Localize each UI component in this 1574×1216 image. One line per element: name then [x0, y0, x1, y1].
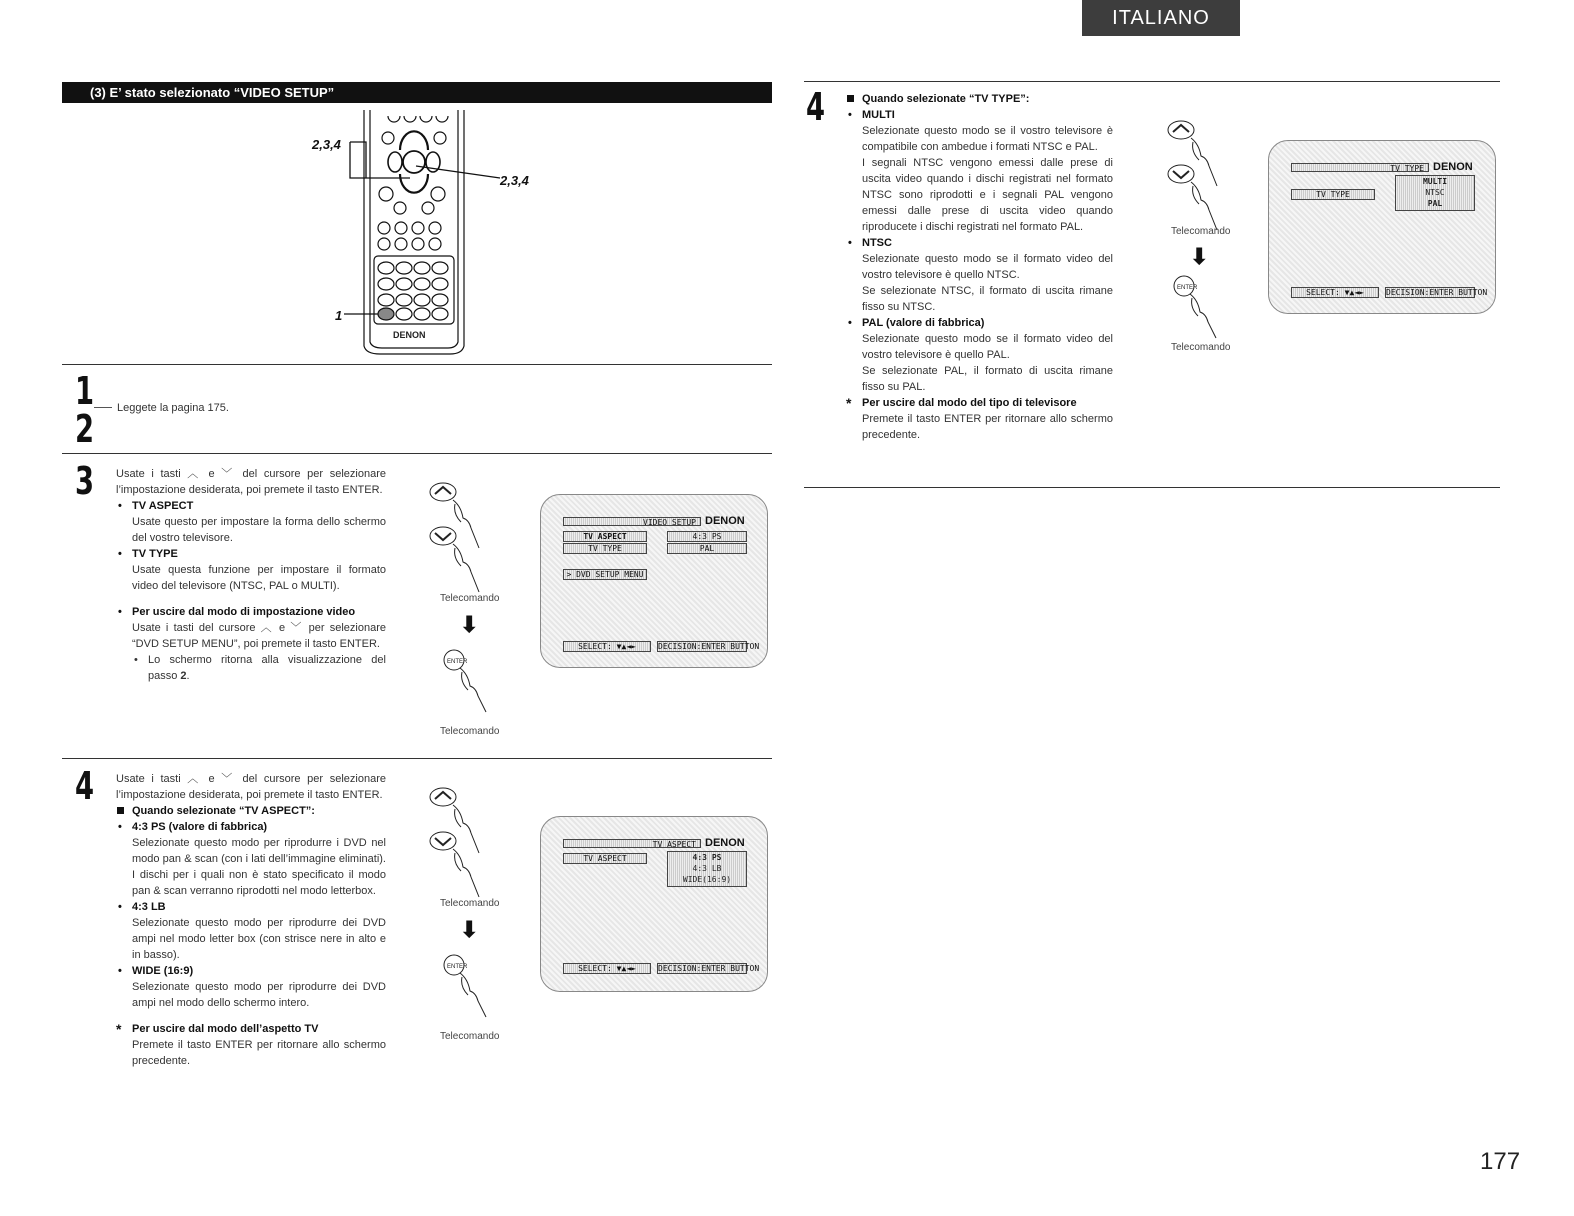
step4-exit-desc: Premete il tasto ENTER per ritornare allo schermo precedente.	[132, 1039, 386, 1067]
hand-press-icon	[425, 478, 505, 593]
step4r-item-desc: Selezionate questo modo se il formato video del vostro televisore è quello PAL.	[862, 333, 1113, 361]
osd-header: TV TYPE	[1291, 163, 1429, 172]
step4-right-body	[846, 91, 1113, 443]
hand-enter-icon	[440, 951, 510, 1026]
osd-row-label: TV ASPECT	[563, 531, 647, 542]
osd-option: WIDE(16:9)	[682, 875, 732, 884]
language-tab: ITALIANO	[1082, 0, 1240, 36]
osd-header: TV ASPECT	[563, 839, 701, 848]
step4r-item-title: • NTSC	[846, 235, 1113, 251]
osd-select-hint: SELECT: ▼▲◄►	[563, 963, 651, 974]
arrow-down-icon: ⬇	[460, 612, 479, 637]
step-number-4: 4	[75, 764, 95, 808]
step-number-2: 2	[75, 407, 95, 451]
step4-when: Quando selezionate “TV ASPECT”:	[116, 803, 386, 819]
svg-text:ENTER: ENTER	[447, 964, 468, 970]
remote-brand: DENON	[393, 330, 426, 340]
step3-item-desc: Usate questo per impostare la forma dello schermo del vostro televisore.	[132, 516, 386, 544]
osd-row-label: TV TYPE	[563, 543, 647, 554]
remote-label-bottom: 1	[335, 308, 343, 323]
remote-label-top: 2,3,4	[312, 137, 341, 152]
step3-item-title: • TV TYPE	[116, 546, 386, 562]
step4-item-desc: Selezionate questo modo per riprodurre i DVD nel modo pan & scan (con i lati dell’immagine eliminati). I dischi per i quali non è stato specificato il modo pan & scan verranno riprodotti nel modo letterbox.	[132, 837, 386, 897]
step4r-item-desc: Selezionate questo modo se il vostro televisore è compatibile con ambedue i formati NTSC e PAL.	[862, 125, 1113, 153]
osd-menu-item: > DVD SETUP MENU	[563, 569, 647, 580]
step-number-4-right: 4	[806, 85, 826, 129]
step3-caption2: Telecomando	[440, 726, 500, 737]
osd-decision-hint: DECISION:ENTER BUTTON	[1386, 288, 1488, 297]
hand-enter-icon	[1170, 272, 1240, 347]
step4-body	[116, 771, 386, 1069]
osd-screen-tv-aspect	[540, 816, 768, 992]
step4r-item-title: • PAL (valore di fabbrica)	[846, 315, 1113, 331]
remote-label-right: 2,3,4	[500, 173, 529, 188]
page-number: 177	[1480, 1148, 1521, 1175]
step3-exit-desc: Usate i tasti del cursore ︿ e ﹀ per selezionare “DVD SETUP MENU”, poi premete il tasto ENTER.	[132, 622, 386, 650]
osd-option: 4:3 LB	[692, 864, 722, 873]
step4-item-title: • WIDE (16:9)	[116, 963, 386, 979]
step4-exit-title: * Per uscire dal modo dell’aspetto TV	[116, 1021, 386, 1037]
step-number-3: 3	[75, 459, 95, 503]
step12-text: Leggete la pagina 175.	[117, 402, 229, 414]
step4-item-title: • 4:3 PS (valore di fabbrica)	[116, 819, 386, 835]
step4-item-title: • 4:3 LB	[116, 899, 386, 915]
step4r-caption2: Telecomando	[1171, 342, 1231, 353]
step4-item-desc: Selezionate questo modo per riprodurre dei DVD ampi nel modo dello schermo intero.	[132, 981, 386, 1009]
step3-caption1: Telecomando	[440, 593, 500, 604]
step3-exit-note: • Lo schermo ritorna alla visualizzazione del passo 2.	[116, 652, 386, 684]
osd-decision-hint: DECISION:ENTER BUTTON	[658, 964, 760, 973]
step4r-item-desc2: Se selezionate NTSC, il formato di uscita rimane fisso su NTSC.	[862, 285, 1113, 313]
osd-row-label: TV ASPECT	[563, 853, 647, 864]
svg-text:ENTER: ENTER	[447, 659, 468, 665]
svg-text:ENTER: ENTER	[1177, 285, 1198, 291]
step4r-exit-desc: Premete il tasto ENTER per ritornare allo schermo precedente.	[862, 413, 1113, 441]
step4r-when: Quando selezionate “TV TYPE”:	[846, 91, 1113, 107]
step4-caption2: Telecomando	[440, 1031, 500, 1042]
step-number-1: 1	[75, 369, 95, 413]
arrow-down-icon: ⬇	[1190, 244, 1209, 269]
osd-option: PAL	[1427, 199, 1443, 208]
arrow-down-icon: ⬇	[460, 917, 479, 942]
step4r-caption1: Telecomando	[1171, 226, 1231, 237]
osd-select-hint: SELECT: ▼▲◄►	[1291, 287, 1379, 298]
osd-option: MULTI	[1422, 177, 1448, 186]
osd-row-value: 4:3 PS	[667, 531, 747, 542]
osd-brand: DENON	[1433, 161, 1473, 173]
osd-option: NTSC	[1425, 188, 1445, 197]
osd-header: VIDEO SETUP	[563, 517, 701, 526]
osd-option-list	[667, 851, 747, 887]
step4r-item-title: • MULTI	[846, 107, 1113, 123]
osd-screen-tv-type	[1268, 140, 1496, 314]
step3-item-title: • TV ASPECT	[116, 498, 386, 514]
step4-item-desc: Selezionate questo modo per riprodurre dei DVD ampi nel modo letter box (con strisce nere in alto e in basso).	[132, 917, 386, 961]
osd-brand: DENON	[705, 515, 745, 527]
osd-row-value: PAL	[667, 543, 747, 554]
osd-screen-video-setup	[540, 494, 768, 668]
step4-intro: Usate i tasti ︿ e ﹀ del cursore per selezionare l’impostazione desiderata, poi premete il tasto ENTER.	[116, 773, 386, 801]
osd-brand: DENON	[705, 837, 745, 849]
osd-option-list	[1395, 175, 1475, 211]
hand-press-icon	[425, 783, 505, 898]
osd-select-hint: SELECT: ▼▲◄►	[563, 641, 651, 652]
step3-body	[116, 466, 386, 684]
step3-exit-title: • Per uscire dal modo di impostazione video	[116, 604, 386, 620]
step4r-item-desc: Selezionate questo modo se il formato video del vostro televisore è quello NTSC.	[862, 253, 1113, 281]
section-title: (3) E’ stato selezionato “VIDEO SETUP”	[62, 82, 772, 103]
osd-row-label: TV TYPE	[1291, 189, 1375, 200]
step4r-item-desc2: Se selezionate PAL, il formato di uscita rimane fisso su PAL.	[862, 365, 1113, 393]
step4r-item-desc2: I segnali NTSC vengono emessi dalle prese di uscita video quando i dischi registrati nel formato NTSC sono riprodotti e i segnali PAL vengono emessi dalle prese di uscita video quando riproducete i dischi registrati nel formato PAL.	[862, 157, 1113, 233]
hand-enter-icon	[440, 646, 510, 721]
step3-intro: Usate i tasti ︿ e ﹀ del cursore per selezionare l’impostazione desiderata, poi premete il tasto ENTER.	[116, 468, 386, 496]
hand-press-icon	[1163, 116, 1243, 231]
step4r-exit-title: * Per uscire dal modo del tipo di televisore	[846, 395, 1113, 411]
step4-caption1: Telecomando	[440, 898, 500, 909]
osd-option: 4:3 PS	[692, 853, 722, 862]
step3-item-desc: Usate questa funzione per impostare il formato video del televisore (NTSC, PAL o MULTI).	[132, 564, 386, 592]
osd-decision-hint: DECISION:ENTER BUTTON	[658, 642, 760, 651]
